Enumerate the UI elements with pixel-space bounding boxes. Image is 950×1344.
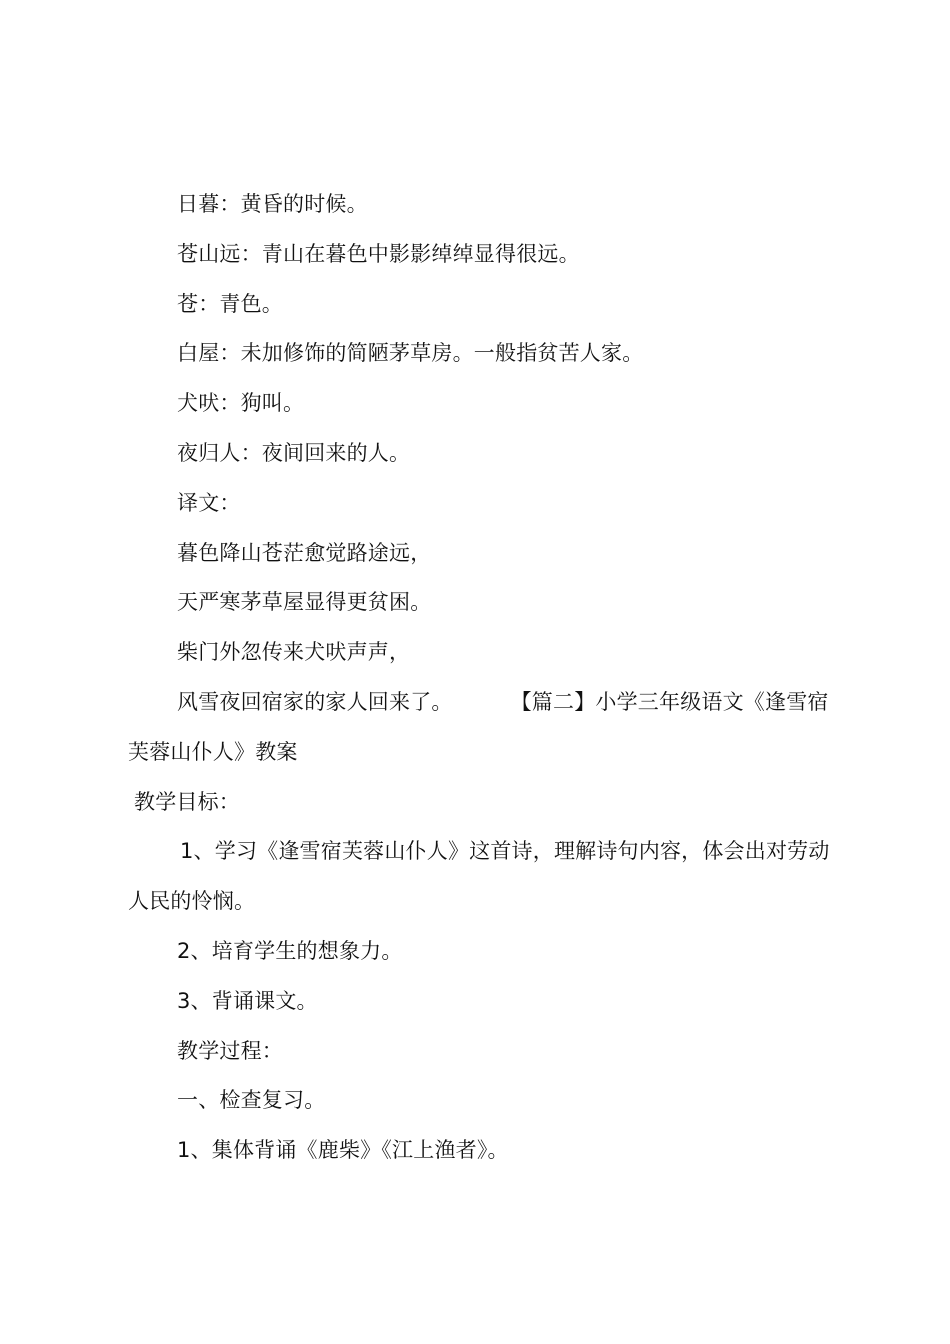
document-body [128,180,834,1176]
translation-line-4: 风雪夜回宿家的家人回来了。 [177,689,453,714]
section-title: 【篇二】小学三年级语文《逢雪宿芙蓉山仆人》教案 [128,689,829,764]
paragraph-step-1-heading: 一、检查复习。 [177,1088,326,1113]
paragraph-annotation-quanfei: 犬吠：狗叫。 [177,391,305,416]
paragraph-teaching-goals-heading: 教学目标： [134,789,240,814]
paragraph-translation-line-1: 暮色降山苍茫愈觉路途远， [177,540,432,565]
paragraph-annotation-cangshanyuan: 苍山远：青山在暮色中影影绰绰显得很远。 [177,241,580,266]
paragraph-teaching-process-heading: 教学过程： [177,1038,283,1063]
paragraph-annotation-cang: 苍：青色。 [177,291,283,316]
paragraph-annotation-rimu: 日暮：黄昏的时候。 [177,192,368,216]
paragraph-translation-line-3: 柴门外忽传来犬吠声声， [177,640,411,665]
paragraph-annotation-yeguiren: 夜归人：夜间回来的人。 [177,440,411,465]
paragraph-translation-line-4-with-section-title [128,678,834,778]
paragraph-annotation-baiwu: 白屋：未加修饰的简陋茅草房。一般指贫苦人家。 [177,341,644,366]
paragraph-goal-2: 2、培育学生的想象力。 [177,938,403,963]
paragraph-translation-line-2: 天严寒茅草屋显得更贫困。 [177,590,432,615]
paragraph-translation-heading: 译文： [177,490,241,515]
paragraph-step-1-item-1: 1、集体背诵《鹿柴》《江上渔者》。 [177,1138,509,1163]
paragraph-goal-3: 3、背诵课文。 [177,988,318,1013]
paragraph-goal-1: 1、学习《逢雪宿芙蓉山仆人》这首诗，理解诗句内容，体会出对劳动人民的怜悯。 [128,839,830,914]
